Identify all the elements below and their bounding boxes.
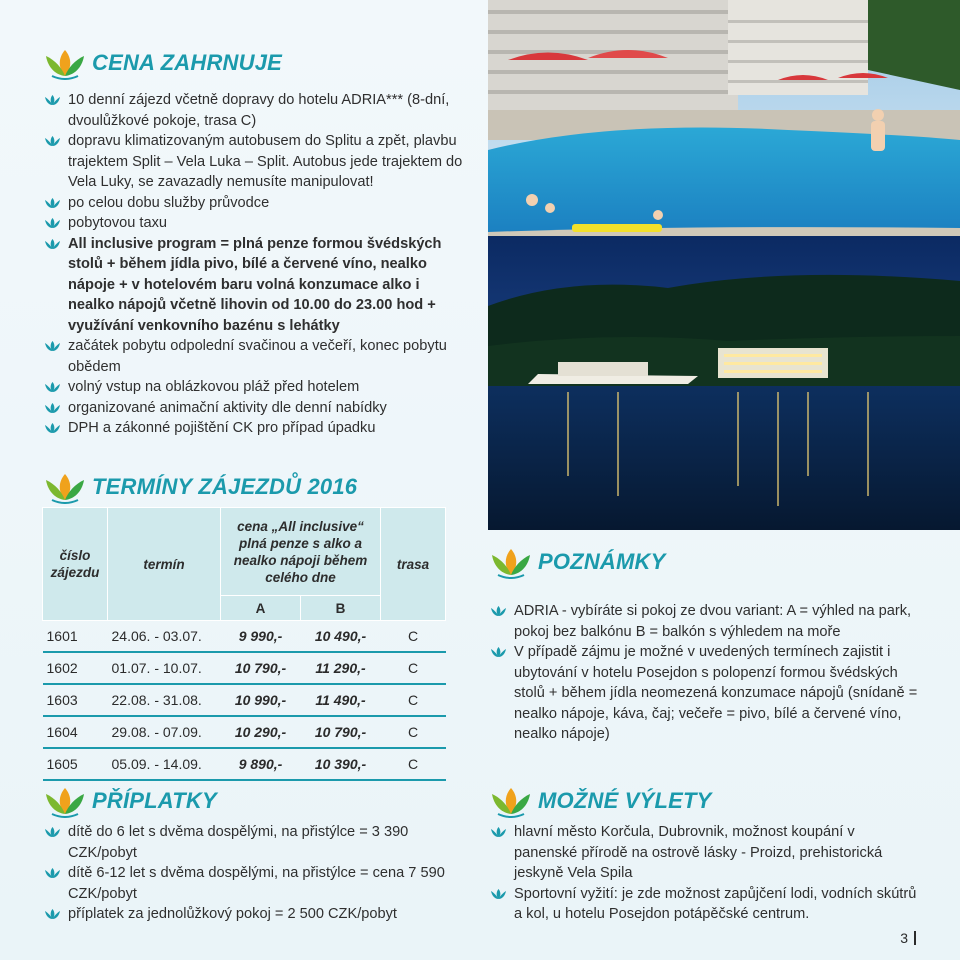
lotus-bullet-icon [44,867,61,879]
cell-trasa: C [381,684,446,716]
lotus-logo-icon [488,784,534,818]
cell-b: 11 490,- [301,684,381,716]
lotus-bullet-icon [44,381,61,393]
included-item-text: dopravu klimatizovaným autobusem do Splitu a zpět, plavbu trajektem Split – Vela Luka – Split. Autobus jede trajektem do Vela Luky, se zavazadly nemusíte manipulovat! [68,133,463,190]
cell-termin: 29.08. - 07.09. [108,716,221,748]
table-row [43,748,446,780]
terms-title-row [42,470,357,504]
cell-a: 9 890,- [221,748,301,780]
notes-title-row [488,545,666,579]
table-row [43,684,446,716]
trips-title: MOŽNÉ VÝLETY [538,788,712,813]
surcharge-item [44,822,464,863]
terms-table [42,507,446,781]
included-item-text: 10 denní zájezd včetně dopravy do hotelu ADRIA*** (8-dní, dvoulůžkové pokoje, trasa C) [68,92,450,129]
note-item-text: V případě zájmu je možné v uvedených termínech zajistit i ubytování v hotelu Posejdon s polopenzí formou švédských stolů + během jídla neomezená konzumace nápojů (snídaně = nealko nápoje, káva, čaj; večeře = pivo, bílé a červené víno, nealko nápoje) [514,644,918,742]
cell-b: 10 490,- [301,621,381,653]
lotus-logo-icon [42,470,88,504]
cell-b: 10 790,- [301,716,381,748]
header-a: A [221,596,301,621]
included-item [44,234,464,337]
included-item-text: DPH a zákonné pojištění CK pro případ úpadku [68,420,376,436]
table-row [43,621,446,653]
trip-item-text: Sportovní vyžití: je zde možnost zapůjčení lodi, vodních skútrů a kol, u hotelu Posejdon potápěčské centrum. [514,885,917,922]
included-item [44,398,464,419]
included-title: CENA ZAHRNUJE [92,50,283,75]
surcharges-list [44,822,464,925]
cell-trasa: C [381,652,446,684]
included-title-row [42,46,282,80]
terms-body [43,621,446,781]
cell-cislo: 1602 [43,652,108,684]
surcharges-title-row [42,784,217,818]
lotus-bullet-icon [44,908,61,920]
lotus-bullet-icon [44,826,61,838]
page-number: 3 [900,930,916,946]
cell-cislo: 1604 [43,716,108,748]
lotus-bullet-icon [490,826,507,838]
cell-b: 11 290,- [301,652,381,684]
header-cena: cena „All inclusive“ plná penze s alko a nealko nápoji během celého dne [221,508,381,596]
cell-termin: 01.07. - 10.07. [108,652,221,684]
cell-cislo: 1601 [43,621,108,653]
note-item [490,642,920,745]
included-item [44,193,464,214]
lotus-logo-icon [488,545,534,579]
lotus-bullet-icon [44,94,61,106]
trips-title-row [488,784,712,818]
cell-termin: 22.08. - 31.08. [108,684,221,716]
cell-a: 9 990,- [221,621,301,653]
terms-title: TERMÍNY ZÁJEZDŮ 2016 [92,474,358,499]
included-item [44,336,464,377]
trips-list [490,822,920,925]
included-item [44,90,464,131]
included-item [44,213,464,234]
lotus-bullet-icon [44,422,61,434]
surcharge-item [44,863,464,904]
notes-title: POZNÁMKY [538,549,666,574]
cell-cislo: 1605 [43,748,108,780]
lotus-bullet-icon [44,217,61,229]
included-item-text: organizované animační aktivity dle denní nabídky [68,399,387,416]
night-harbour-photo [488,236,960,530]
included-item-text: po celou dobu služby průvodce [68,194,270,211]
lotus-logo-icon [42,784,88,818]
surcharges-title: PŘÍPLATKY [92,788,217,813]
pool-photo [488,0,960,236]
cell-a: 10 290,- [221,716,301,748]
lotus-bullet-icon [490,888,507,900]
note-item [490,601,920,642]
lotus-bullet-icon [44,340,61,352]
lotus-bullet-icon [44,402,61,414]
surcharge-item-text: dítě do 6 let s dvěma dospělými, na přistýlce = 3 390 CZK/pobyt [68,824,409,861]
cell-a: 10 790,- [221,652,301,684]
lotus-bullet-icon [44,135,61,147]
cell-termin: 05.09. - 14.09. [108,748,221,780]
notes-list [490,601,920,745]
lotus-logo-icon [42,46,88,80]
trip-item [490,884,920,925]
surcharge-item [44,904,464,925]
note-item-text: ADRIA - vybíráte si pokoj ze dvou variant: A = výhled na park, pokoj bez balkónu B = balkón s výhledem na moře [514,603,912,640]
header-cislo: číslo zájezdu [43,508,108,621]
table-row [43,716,446,748]
included-list [44,90,464,439]
lotus-bullet-icon [490,646,507,658]
header-termin: termín [108,508,221,621]
included-item [44,418,464,439]
cell-cislo: 1603 [43,684,108,716]
cell-trasa: C [381,716,446,748]
cell-trasa: C [381,621,446,653]
lotus-bullet-icon [44,197,61,209]
lotus-bullet-icon [490,605,507,617]
header-b: B [301,596,381,621]
trip-item-text: hlavní město Korčula, Dubrovnik, možnost koupání v panenské přírodě na ostrově lásky - Proizd, prehistorická jeskyně Vela Spila [514,824,883,881]
included-item-text: volný vstup na oblázkovou pláž před hotelem [68,379,360,395]
included-item-text: pobytovou taxu [68,215,167,231]
included-item-text: začátek pobytu odpolední svačinou a večeří, konec pobytu obědem [68,338,447,375]
included-item [44,377,464,398]
included-item [44,131,464,193]
table-row [43,652,446,684]
trip-item [490,822,920,884]
header-trasa: trasa [381,508,446,621]
cell-a: 10 990,- [221,684,301,716]
surcharge-item-text: dítě 6-12 let s dvěma dospělými, na přistýlce = cena 7 590 CZK/pobyt [68,865,445,902]
lotus-bullet-icon [44,238,61,250]
included-item-text: All inclusive program = plná penze formou švédských stolů + během jídla pivo, bílé a červené víno, nealko nápoje + v hotelovém baru volná konzumace alko i nealko nápojů včetně lihovin od 10.00 do 23.00 hod + využívání venkovního bazénu s lehátky [68,235,442,334]
surcharge-item-text: příplatek za jednolůžkový pokoj = 2 500 CZK/pobyt [68,906,397,922]
cell-trasa: C [381,748,446,780]
cell-termin: 24.06. - 03.07. [108,621,221,653]
cell-b: 10 390,- [301,748,381,780]
